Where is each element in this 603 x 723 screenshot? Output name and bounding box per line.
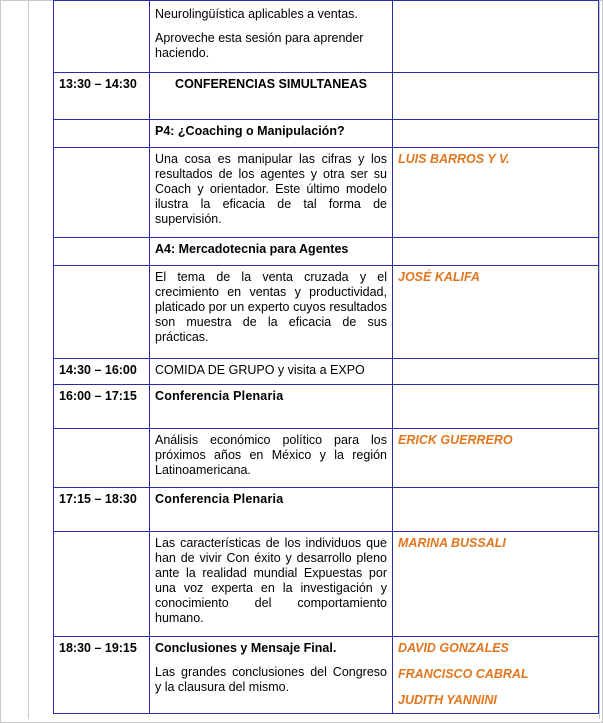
- speaker-cell: [393, 1, 599, 73]
- content-cell: [150, 637, 393, 714]
- section-title: CONFERENCIAS SIMULTANEAS: [150, 73, 393, 120]
- speaker-name: ERICK GUERRERO: [393, 429, 599, 488]
- session-title: Conclusiones y Mensaje Final.: [155, 641, 337, 655]
- time-cell: 18:30 – 19:15: [54, 637, 150, 714]
- session-title: P4: ¿Coaching o Manipulación?: [150, 120, 393, 148]
- content-cell: Análisis económico político para los próximos años en México y la región Latinoamericana.: [150, 429, 393, 488]
- table-row: [54, 73, 599, 120]
- speaker-name: JUDITH YANNINI: [398, 693, 497, 707]
- speaker-name: JOSÉ KALIFA: [393, 266, 599, 359]
- speaker-cell: [393, 488, 599, 532]
- table-row: [54, 385, 599, 429]
- speaker-cell: [393, 385, 599, 429]
- content-cell: El tema de la venta cruzada y el crecimiento en ventas y productividad, platicado por un experto cuyos resultados son muestra de la eficacia de sus prácticas.: [150, 266, 393, 359]
- time-cell: 17:15 – 18:30: [54, 488, 150, 532]
- content-cell: [150, 1, 393, 73]
- table-row: [54, 120, 599, 148]
- speaker-cell: [393, 359, 599, 385]
- time-cell: 14:30 – 16:00: [54, 359, 150, 385]
- time-cell: [54, 266, 150, 359]
- table-row: [54, 359, 599, 385]
- content-cell: COMIDA DE GRUPO y visita a EXPO: [150, 359, 393, 385]
- table-row: [54, 429, 599, 488]
- content-text: Aproveche esta sesión para aprender haciendo.: [155, 31, 364, 60]
- table-row: [54, 238, 599, 266]
- time-cell: 13:30 – 14:30: [54, 73, 150, 120]
- content-cell: Las características de los individuos que han de vivir Con éxito y desarrollo pleno ante la realidad mundial Expuestas por una voz experta en la investigación y conocimiento del comportamiento humano.: [150, 532, 393, 637]
- speaker-cell: [393, 73, 599, 120]
- time-cell: [54, 148, 150, 238]
- content-cell: Una cosa es manipular las cifras y los resultados de los agentes y otra ser su Coach y orientador. Este último modelo ilustra la eficacia de tal forma de supervisión.: [150, 148, 393, 238]
- speaker-name: MARINA BUSSALI: [393, 532, 599, 637]
- agenda-table: [53, 0, 599, 714]
- time-cell: [54, 429, 150, 488]
- plenary-title: Conferencia Plenaria: [150, 385, 393, 429]
- plenary-title: Conferencia Plenaria: [150, 488, 393, 532]
- time-cell: [54, 532, 150, 637]
- speaker-name: LUIS BARROS Y V.: [393, 148, 599, 238]
- content-text: Las grandes conclusiones del Congreso y la clausura del mismo.: [155, 665, 387, 694]
- table-row: [54, 1, 599, 73]
- time-cell: [54, 238, 150, 266]
- time-cell: [54, 1, 150, 73]
- session-title: A4: Mercadotecnia para Agentes: [150, 238, 393, 266]
- table-row: [54, 637, 599, 714]
- table-row: [54, 148, 599, 238]
- speaker-name: FRANCISCO CABRAL: [398, 667, 529, 681]
- table-row: [54, 488, 599, 532]
- table-row: [54, 266, 599, 359]
- speaker-cell: [393, 120, 599, 148]
- time-cell: [54, 120, 150, 148]
- speaker-cell: [393, 238, 599, 266]
- content-text: Neurolingüística aplicables a ventas.: [155, 7, 358, 21]
- table-row: [54, 532, 599, 637]
- speaker-list: [393, 637, 599, 714]
- speaker-name: DAVID GONZALES: [398, 641, 509, 655]
- time-cell: 16:00 – 17:15: [54, 385, 150, 429]
